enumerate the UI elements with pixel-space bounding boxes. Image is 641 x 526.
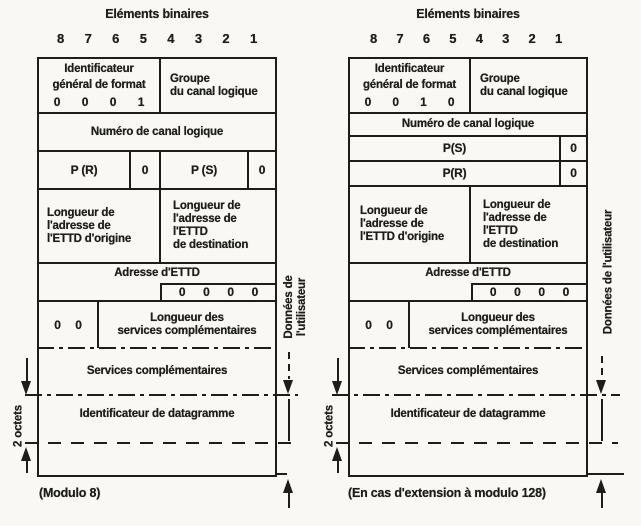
right-title: Eléments binaires	[416, 7, 520, 21]
field-pr: P (R)	[39, 152, 131, 190]
octets-arrow-shaft	[337, 358, 339, 381]
octets-arrow-shaft	[26, 461, 28, 473]
field-ps-pad: 0	[249, 152, 275, 190]
bit-label: 7	[396, 31, 404, 46]
field-pr: P(R)	[350, 162, 561, 187]
user-data-arrow-shaft	[288, 352, 290, 379]
user-data-arrow-shaft	[601, 356, 603, 379]
facilities-top-line	[348, 347, 588, 349]
field-facilities: Services complémentaires	[86, 365, 228, 377]
arrow-up-icon	[596, 479, 606, 493]
field-source-address-length: Longueur de l'adresse de l'ETTD d'origine	[350, 187, 471, 264]
field-pr-pad: 0	[561, 162, 586, 187]
field-address-pad-zeros: 0 0 0 0	[471, 283, 586, 302]
facilities-top-line	[37, 347, 277, 349]
bit-label: 2	[222, 31, 230, 46]
right-caption: (En cas d'extension à modulo 128)	[348, 486, 546, 500]
field-facilities: Services complémentaires	[397, 365, 539, 377]
user-data-arrow-shaft	[601, 493, 603, 508]
bottom-border-extension	[277, 473, 287, 475]
field-address-pad-zeros: 0 0 0 0	[160, 283, 275, 302]
field-facility-pad-zeros: 0 0	[350, 302, 410, 348]
user-data-arrow-shaft	[288, 493, 290, 508]
field-facility-pad-zeros: 0 0	[39, 302, 99, 348]
field-format-identifier: Identificateur général de format 0 0 1 0	[350, 59, 471, 114]
field-ps: P (S)	[161, 152, 249, 190]
field-dte-address: Adresse d'ETTD	[425, 267, 511, 279]
format-bits: 0 0 1 0	[364, 94, 455, 109]
field-dte-address: Adresse d'ETTD	[114, 267, 200, 279]
field-facility-length: Longueur des services complémentaires	[428, 312, 568, 337]
field-format-identifier	[39, 59, 161, 114]
address-filler	[39, 283, 160, 302]
field-ps: P(S)	[350, 137, 561, 162]
bit-label: 5	[139, 31, 147, 46]
datagram-dashed-line	[25, 442, 292, 444]
bit-label: 5	[449, 31, 457, 46]
bit-label: 6	[422, 31, 430, 46]
octets-label: 2 octets	[12, 405, 25, 447]
user-data-label: Données de l'utilisateur	[602, 209, 615, 335]
field-logical-channel-number: Numéro de canal logique	[39, 114, 275, 152]
field-logical-channel-number: Numéro de canal logique	[350, 114, 586, 137]
octets-arrow-shaft	[337, 461, 339, 473]
user-data-arrow-shaft	[288, 399, 290, 441]
field-datagram-identifier: Identificateur de datagramme	[79, 407, 235, 420]
table-modulo128	[348, 57, 588, 477]
bottom-border-extension	[588, 473, 624, 475]
field-label: général de format	[52, 79, 146, 91]
field-label: Identificateur	[64, 62, 134, 75]
field-logical-channel-group: Groupe du canal logique	[471, 59, 586, 114]
address-filler	[350, 283, 471, 302]
field-destination-address-length: Longueur de l'adresse de l'ETTD de destination	[161, 190, 275, 264]
arrow-down-icon	[21, 381, 31, 395]
right-bit-numbers	[348, 31, 588, 46]
arrow-down-icon	[283, 380, 293, 394]
arrow-up-icon	[283, 479, 293, 493]
bit-label: 4	[475, 31, 483, 46]
user-data-arrow-shaft	[601, 399, 603, 441]
arrow-down-icon	[332, 381, 342, 395]
bit-label: 6	[112, 31, 120, 46]
field-destination-address-length: Longueur de l'adresse de l'ETTD de destination	[471, 187, 586, 264]
left-caption: (Modulo 8)	[39, 486, 101, 500]
bit-label: 7	[84, 31, 92, 46]
arrow-down-icon	[596, 380, 606, 394]
field-ps-pad: 0	[561, 137, 586, 162]
bit-label: 2	[528, 31, 536, 46]
field-datagram-identifier: Identificateur de datagramme	[390, 407, 546, 420]
field-pr-pad: 0	[131, 152, 161, 190]
arrow-up-icon	[332, 447, 342, 461]
octets-arrow-shaft	[26, 358, 28, 381]
datagram-dashed-line	[336, 442, 618, 444]
octets-label: 2 octets	[323, 405, 336, 447]
field-logical-channel-group: Groupe du canal logique	[161, 59, 275, 114]
bit-label: 8	[57, 31, 65, 46]
table-modulo8	[37, 57, 277, 477]
field-source-address-length: Longueur de l'adresse de l'ETTD d'origine	[39, 190, 161, 264]
field-facility-length: Longueur des services complémentaires	[117, 312, 257, 337]
format-bits: 0 0 0 1	[53, 94, 145, 109]
bit-label: 4	[167, 31, 175, 46]
bit-label: 3	[194, 31, 202, 46]
bit-label: 1	[249, 31, 257, 46]
bit-label: 8	[370, 31, 378, 46]
user-data-label: Données de l'utilisateur	[283, 275, 308, 339]
bit-label: 3	[502, 31, 510, 46]
datagram-top-line	[25, 394, 298, 396]
arrow-up-icon	[21, 447, 31, 461]
bit-label: 1	[554, 31, 562, 46]
datagram-top-line	[332, 394, 620, 396]
left-title: Eléments binaires	[105, 7, 209, 21]
left-bit-numbers	[37, 31, 277, 46]
